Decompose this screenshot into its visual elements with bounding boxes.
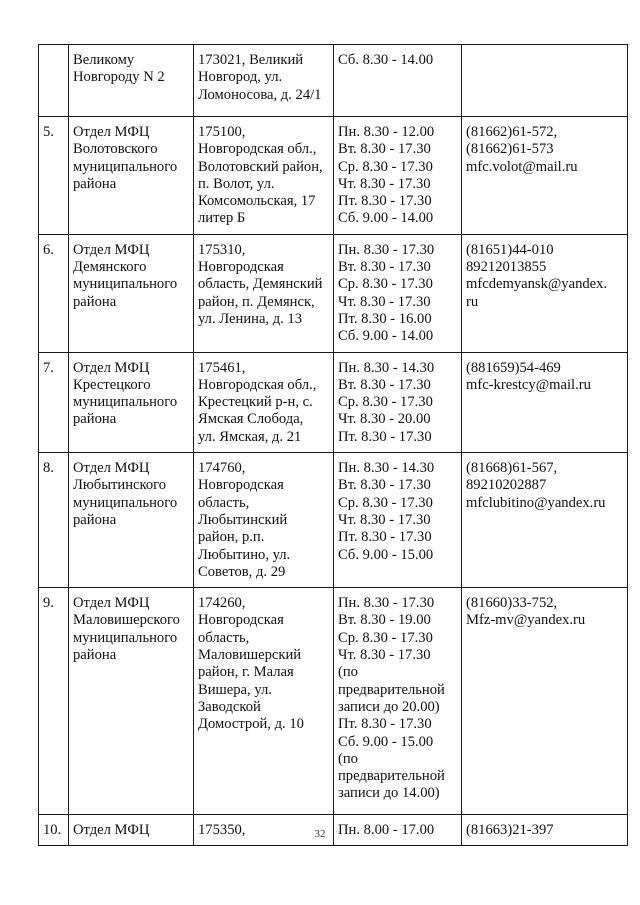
office-address-line: 174260,: [198, 595, 246, 612]
office-contacts-line[interactable]: mfcdemyansk@yandex.: [466, 276, 608, 293]
office-hours-line: (по: [338, 750, 358, 767]
table-row: [39, 453, 628, 588]
office-name-line: Крестецкого: [73, 376, 151, 393]
office-hours-line: Сб. 9.00 - 14.00: [338, 210, 434, 227]
office-address-line: Новгородская обл.,: [198, 376, 317, 393]
office-hours-line: Пн. 8.30 - 14.30: [338, 359, 435, 376]
mfc-offices-table: [38, 44, 628, 846]
row-number: 7.: [43, 359, 54, 376]
office-address-line: литер Б: [198, 210, 246, 227]
office-address-line: Новгород, ул.: [198, 69, 283, 86]
office-contacts-cell: [462, 117, 628, 235]
row-number: 6.: [43, 241, 54, 258]
table-body: [39, 45, 628, 846]
row-number-cell: [39, 453, 69, 588]
office-address-line: 174760,: [198, 460, 246, 477]
office-address-line: Новгородская: [198, 259, 284, 276]
office-contacts-line[interactable]: (81662)61-573: [466, 141, 554, 158]
table-row: [39, 45, 628, 117]
office-name-line: Отдел МФЦ: [73, 595, 150, 612]
office-hours-line: Пн. 8.30 - 17.30: [338, 595, 435, 612]
office-address-line: Крестецкий р-н, с.: [198, 394, 313, 411]
office-address-line: Новгородская обл.,: [198, 141, 317, 158]
office-contacts-line[interactable]: (81663)21-397: [466, 822, 554, 839]
office-hours-line: Чт. 8.30 - 17.30: [338, 175, 431, 192]
office-hours-line: Чт. 8.30 - 17.30: [338, 293, 431, 310]
office-name-line: Демянского: [73, 259, 147, 276]
office-hours-line: Пт. 8.30 - 17.30: [338, 529, 432, 546]
office-name-line: района: [73, 511, 117, 528]
office-hours-line: записи до 14.00): [338, 785, 440, 802]
office-address-cell: [194, 352, 334, 452]
office-name-cell: [69, 588, 194, 815]
office-name-line: Великому: [73, 52, 135, 68]
row-number: 8.: [43, 460, 54, 477]
office-address-line: Волотовский район,: [198, 158, 323, 175]
office-contacts-cell: [462, 352, 628, 452]
office-hours-line: Пн. 8.00 - 17.00: [338, 822, 435, 839]
row-number: 10.: [43, 822, 62, 839]
office-hours-line: Ср. 8.30 - 17.30: [338, 494, 433, 511]
office-hours-line: Сб. 9.00 - 15.00: [338, 546, 434, 563]
office-address-line: 175310,: [198, 241, 246, 258]
office-address-cell: [194, 117, 334, 235]
office-address-line: район, п. Демянск,: [198, 293, 315, 310]
office-contacts-line[interactable]: 89210202887: [466, 477, 547, 494]
office-address-line: область,: [198, 494, 250, 511]
office-hours-cell: [334, 234, 462, 352]
office-address-cell: [194, 234, 334, 352]
office-hours-line: Вт. 8.30 - 19.00: [338, 612, 431, 629]
office-contacts-line[interactable]: (81662)61-572,: [466, 124, 558, 140]
office-address-line: область,: [198, 629, 250, 646]
office-hours-line: Чт. 8.30 - 17.30: [338, 511, 431, 528]
office-name-line: района: [73, 293, 117, 310]
page-number: 32: [314, 828, 326, 840]
office-hours-line: Чт. 8.30 - 20.00: [338, 411, 431, 428]
office-hours-line: Ср. 8.30 - 17.30: [338, 276, 433, 293]
office-name-line: Новгороду N 2: [73, 69, 165, 86]
row-number-cell: [39, 234, 69, 352]
office-address-line: Вишера, ул.: [198, 681, 272, 698]
office-contacts-cell: [462, 45, 628, 117]
office-address-line: Советов, д. 29: [198, 563, 286, 580]
office-name-line: муниципального: [73, 158, 178, 175]
office-hours-line: предварительной: [338, 681, 445, 698]
office-address-line: Ямская Слобода,: [198, 411, 304, 428]
office-address-cell: [194, 453, 334, 588]
office-contacts-line[interactable]: ru: [466, 293, 479, 310]
office-hours-line: Пн. 8.30 - 17.30: [338, 241, 435, 258]
office-hours-line: Вт. 8.30 - 17.30: [338, 259, 431, 276]
office-address-line: Любытино, ул.: [198, 546, 291, 563]
office-name-line: муниципального: [73, 276, 178, 293]
office-hours-line: Пт. 8.30 - 16.00: [338, 310, 432, 327]
office-name-line: района: [73, 411, 117, 428]
office-address-cell: [194, 588, 334, 815]
office-hours-cell: [334, 453, 462, 588]
office-hours-cell: [334, 45, 462, 117]
office-contacts-line[interactable]: (881659)54-469: [466, 359, 561, 376]
office-address-line: 175350,: [198, 822, 246, 839]
table-row: [39, 588, 628, 815]
row-number-cell: [39, 588, 69, 815]
office-contacts-line[interactable]: mfc.volot@mail.ru: [466, 158, 578, 175]
office-name-line: Отдел МФЦ: [73, 241, 150, 258]
office-hours-line: Вт. 8.30 - 17.30: [338, 141, 431, 158]
office-name-line: района: [73, 647, 117, 664]
office-address-line: Ломоносова, д. 24/1: [198, 86, 322, 103]
office-name-cell: [69, 352, 194, 452]
office-contacts-line[interactable]: 89212013855: [466, 259, 547, 276]
office-contacts-line[interactable]: mfclubitino@yandex.ru: [466, 494, 606, 511]
office-hours-line: Вт. 8.30 - 17.30: [338, 376, 431, 393]
table-row: [39, 234, 628, 352]
office-hours-line: Сб. 9.00 - 15.00: [338, 733, 434, 750]
office-hours-line: Чт. 8.30 - 17.30: [338, 647, 431, 664]
office-hours-line: Ср. 8.30 - 17.30: [338, 394, 433, 411]
office-name-line: Отдел МФЦ: [73, 822, 150, 839]
office-address-line: область, Демянский: [198, 276, 323, 293]
office-address-line: Любытинский: [198, 511, 288, 528]
office-hours-line: Сб. 9.00 - 14.00: [338, 328, 434, 345]
office-address-line: ул. Ямская, д. 21: [198, 428, 302, 445]
office-contacts-cell: [462, 453, 628, 588]
office-name-line: района: [73, 175, 117, 192]
office-hours-line: Пт. 8.30 - 17.30: [338, 716, 432, 733]
office-hours-line: Пн. 8.30 - 14.30: [338, 460, 435, 477]
office-hours-line: Ср. 8.30 - 17.30: [338, 158, 433, 175]
table-row: [39, 117, 628, 235]
office-contacts-line[interactable]: (81668)61-567,: [466, 460, 558, 477]
office-hours-line: предварительной: [338, 768, 445, 785]
office-contacts-line[interactable]: Mfz-mv@yandex.ru: [466, 612, 586, 629]
office-address-line: Заводской: [198, 698, 261, 715]
office-contacts-line[interactable]: (81651)44-010: [466, 241, 554, 258]
office-address-line: Комсомольская, 17: [198, 193, 316, 210]
office-contacts-line[interactable]: (81660)33-752,: [466, 595, 558, 612]
office-name-line: муниципального: [73, 394, 178, 411]
office-name-line: Отдел МФЦ: [73, 460, 150, 477]
office-hours-cell: [334, 588, 462, 815]
office-name-line: муниципального: [73, 494, 178, 511]
office-name-line: Любытинского: [73, 477, 167, 494]
office-hours-line: Вт. 8.30 - 17.30: [338, 477, 431, 494]
office-contacts-cell: [462, 234, 628, 352]
row-number-cell: [39, 117, 69, 235]
office-name-cell: [69, 234, 194, 352]
office-address-line: Новгородская: [198, 477, 284, 494]
office-name-line: Волотовского: [73, 141, 158, 158]
office-name-cell: [69, 45, 194, 117]
office-name-cell: [69, 117, 194, 235]
office-hours-line: Пн. 8.30 - 12.00: [338, 124, 435, 140]
office-address-line: район, г. Малая: [198, 664, 294, 681]
office-hours-line: Пт. 8.30 - 17.30: [338, 428, 432, 445]
office-contacts-cell: [462, 588, 628, 815]
row-number-cell: [39, 352, 69, 452]
office-address-line: 175100,: [198, 124, 246, 140]
office-address-line: район, р.п.: [198, 529, 265, 546]
row-number: 9.: [43, 595, 54, 612]
office-address-line: Домострой, д. 10: [198, 716, 304, 733]
office-hours-line: (по: [338, 664, 358, 681]
office-name-line: Отдел МФЦ: [73, 359, 150, 376]
office-name-cell: [69, 453, 194, 588]
office-hours-cell: [334, 352, 462, 452]
office-address-line: Новгородская: [198, 612, 284, 629]
office-address-cell: [194, 45, 334, 117]
office-hours-line: Ср. 8.30 - 17.30: [338, 629, 433, 646]
row-number-cell: [39, 45, 69, 117]
row-number: 5.: [43, 124, 54, 140]
office-address-line: 173021, Великий: [198, 52, 304, 68]
office-hours-line: записи до 20.00): [338, 698, 440, 715]
office-address-line: Маловишерский: [198, 647, 302, 664]
office-contacts-line[interactable]: mfc-krestcy@mail.ru: [466, 376, 591, 393]
office-address-line: п. Волот, ул.: [198, 175, 275, 192]
office-hours-line: Пт. 8.30 - 17.30: [338, 193, 432, 210]
office-name-line: Маловишерского: [73, 612, 180, 629]
office-address-line: ул. Ленина, д. 13: [198, 310, 303, 327]
office-name-line: Отдел МФЦ: [73, 124, 150, 140]
office-hours-line: Сб. 8.30 - 14.00: [338, 52, 434, 68]
office-address-line: 175461,: [198, 359, 246, 376]
office-name-line: муниципального: [73, 629, 178, 646]
office-hours-cell: [334, 117, 462, 235]
table-row: [39, 352, 628, 452]
